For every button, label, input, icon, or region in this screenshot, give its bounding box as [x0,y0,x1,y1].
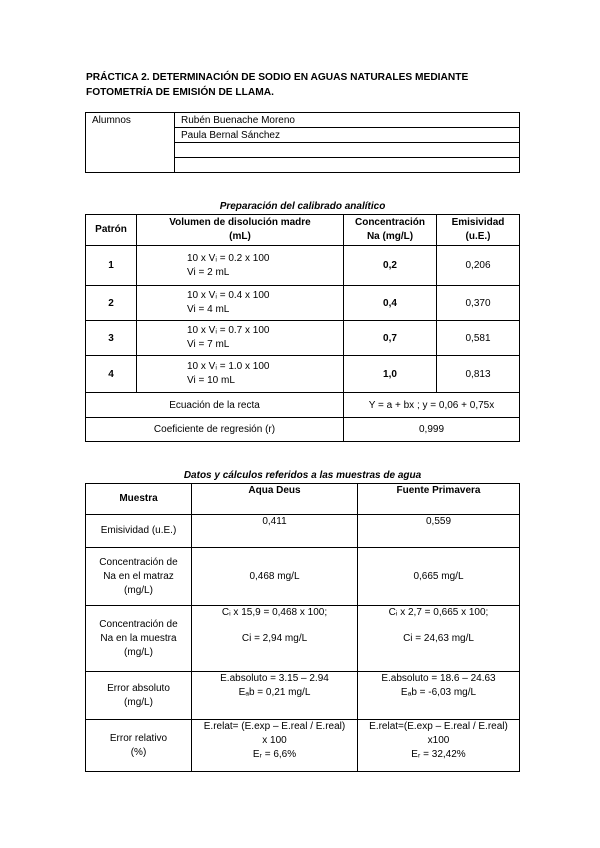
header-emissivity [437,215,520,246]
header-patron: Patrón [86,215,137,246]
header-emissivity-line2: (u.E.) [465,231,491,242]
emissivity-value: 0,813 [437,356,520,393]
err-abs-fuente-primavera-eq: E.absoluto = 18.6 – 24.63 [381,673,496,684]
table-row [86,321,520,356]
table-row [86,356,520,393]
header-volume-line1: Volumen de disolución madre [169,217,311,228]
volume-equation: 10 x Vᵢ = 0.2 x 100 [187,252,270,264]
calibration-caption: Preparación del calibrado analítico [219,201,386,212]
conc-matraz-label-line2: Na en el matraz [103,570,174,582]
table-row [86,246,520,286]
emissivity-aqua-deus: 0,411 [192,515,358,548]
patron-number: 2 [86,286,137,321]
conc-matraz-label-line1: Concentración de [99,556,178,568]
header-concentration-line2: Na (mg/L) [366,231,414,242]
err-rel-fuente-primavera-eq: E.relat=(E.exp – E.real / E.real) [369,721,508,732]
conc-muestra-aqua-deus-eq: Cᵢ x 15,9 = 0,468 x 100; [221,607,328,618]
volume-result: Vi = 4 mL [187,304,230,315]
volume-result: Vi = 7 mL [187,339,230,350]
emissivity-fuente-primavera: 0,559 [358,515,520,548]
concentration-value: 1,0 [344,356,437,393]
title-line-2: FOTOMETRÍA DE EMISIÓN DE LLAMA. [86,87,274,98]
conc-muestra-label-line3: (mg/L) [124,646,153,658]
equation-value: Y = a + bx ; y = 0,06 + 0,75x [344,393,520,418]
volume-calc [137,286,344,321]
err-rel-label-line2: (%) [130,746,147,758]
volume-equation: 10 x Vᵢ = 0.4 x 100 [187,290,270,301]
emissivity-label: Emisividad (u.E.) [86,515,192,548]
student-name-3 [175,143,520,158]
emissivity-value: 0,206 [437,246,520,286]
regression-label: Coeficiente de regresión (r) [86,418,344,442]
header-aqua-deus: Aqua Deus [192,484,358,515]
header-emissivity-line1: Emisividad [451,217,505,228]
err-abs-fuente-primavera [358,672,520,720]
patron-number: 1 [86,246,137,286]
err-rel-fuente-primavera-result: Eᵣ = 32,42% [411,749,466,760]
volume-calc [137,321,344,356]
concentration-value: 0,2 [344,246,437,286]
samples-table [85,483,520,772]
table-row [86,606,520,672]
patron-number: 4 [86,356,137,393]
emissivity-value: 0,581 [437,321,520,356]
concentration-value: 0,4 [344,286,437,321]
err-abs-aqua-deus-result: Eₐb = 0,21 mg/L [238,687,311,698]
conc-matraz-label-line3: (mg/L) [124,584,153,596]
student-name-4 [175,158,520,173]
students-label: Alumnos [86,113,175,173]
table-row [86,515,520,548]
table-row [86,548,520,606]
document-title [86,70,526,100]
err-abs-label [86,672,192,720]
conc-muestra-fuente-primavera [358,606,520,672]
header-volume-line2: (mL) [229,231,251,242]
student-name-2: Paula Bernal Sánchez [175,128,520,143]
conc-matraz-aqua-deus: 0,468 mg/L [192,548,358,606]
calibration-table [85,214,520,442]
volume-calc [137,246,344,286]
conc-muestra-aqua-deus-result: Ci = 2,94 mg/L [241,633,308,644]
err-abs-aqua-deus-eq: E.absoluto = 3.15 – 2.94 [220,673,329,684]
volume-result: Vi = 2 mL [187,266,230,278]
err-rel-label-line1: Error relativo [109,732,168,744]
emissivity-value: 0,370 [437,286,520,321]
conc-muestra-fuente-primavera-eq: Cᵢ x 2,7 = 0,665 x 100; [388,607,489,618]
conc-matraz-fuente-primavera: 0,665 mg/L [358,548,520,606]
conc-matraz-label [86,548,192,606]
conc-muestra-label [86,606,192,672]
regression-value: 0,999 [344,418,520,442]
concentration-value: 0,7 [344,321,437,356]
table-row [86,720,520,772]
conc-muestra-label-line1: Concentración de [99,618,178,630]
students-table [85,112,520,173]
table-row [86,672,520,720]
err-rel-aqua-deus-result: Eᵣ = 6,6% [252,749,297,760]
err-abs-label-line2: (mg/L) [124,696,153,708]
student-name-1: Rubén Buenache Moreno [175,113,520,128]
header-volume [137,215,344,246]
patron-number: 3 [86,321,137,356]
table-row [86,286,520,321]
header-fuente-primavera: Fuente Primavera [358,484,520,515]
err-rel-aqua-deus-eq: E.relat= (E.exp – E.real / E.real) [203,721,346,732]
err-rel-aqua-deus [192,720,358,772]
title-line-1: PRÁCTICA 2. DETERMINACIÓN DE SODIO EN AGUAS NATURALES MEDIANTE [86,72,469,83]
header-muestra: Muestra [86,484,192,515]
err-rel-label [86,720,192,772]
err-abs-aqua-deus [192,672,358,720]
volume-equation: 10 x Vᵢ = 0.7 x 100 [187,325,270,336]
err-abs-fuente-primavera-result: Eₐb = -6,03 mg/L [400,687,477,698]
volume-equation: 10 x Vᵢ = 1.0 x 100 [187,361,270,372]
conc-muestra-label-line2: Na en la muestra [100,632,177,644]
err-rel-fuente-primavera-factor: x100 [427,735,450,746]
samples-caption: Datos y cálculos referidos a las muestras de agua [183,470,422,481]
equation-label: Ecuación de la recta [86,393,344,418]
conc-muestra-fuente-primavera-result: Ci = 24,63 mg/L [403,633,474,644]
volume-result: Vi = 10 mL [187,375,235,386]
err-abs-label-line1: Error absoluto [107,682,170,694]
header-concentration-line1: Concentración [354,217,425,228]
header-concentration [344,215,437,246]
err-rel-fuente-primavera [358,720,520,772]
conc-muestra-aqua-deus [192,606,358,672]
volume-calc [137,356,344,393]
err-rel-aqua-deus-factor: x 100 [262,735,287,746]
